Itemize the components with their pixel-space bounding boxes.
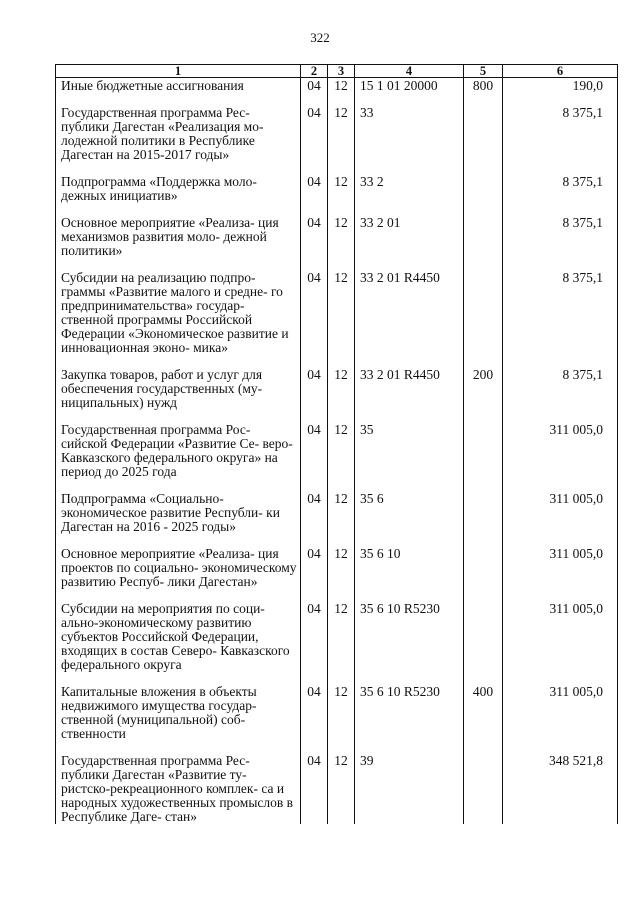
table-row: [56, 491, 618, 546]
header-row: [56, 65, 618, 78]
column-header-3: 3: [328, 65, 355, 78]
subsection-code: 12: [328, 491, 355, 546]
section-code: 04: [301, 491, 328, 546]
subsection-code: 12: [328, 367, 355, 422]
amount: 311 005,0: [503, 601, 618, 684]
amount: 8 375,1: [503, 367, 618, 422]
target-article-code: 39: [355, 753, 464, 824]
expense-type-code: 200: [464, 367, 503, 422]
amount: 311 005,0: [503, 546, 618, 601]
item-name: Государственная программа Рес- публики Дагестан «Реализация мо- лодежной политики в Республике Дагестан на 2015-2017 годы»: [56, 105, 301, 174]
table-row: [56, 367, 618, 422]
section-code: 04: [301, 174, 328, 215]
section-code: 04: [301, 684, 328, 753]
item-name: Подпрограмма «Поддержка моло- дежных инициатив»: [56, 174, 301, 215]
expense-type-code: [464, 270, 503, 367]
table-row: [56, 270, 618, 367]
table-row: [56, 546, 618, 601]
expense-type-code: [464, 174, 503, 215]
table-row: [56, 753, 618, 824]
section-code: 04: [301, 270, 328, 367]
amount: 311 005,0: [503, 491, 618, 546]
target-article-code: 35 6 10 R5230: [355, 601, 464, 684]
table-row: [56, 684, 618, 753]
section-code: 04: [301, 105, 328, 174]
column-header-5: 5: [464, 65, 503, 78]
expense-type-code: [464, 215, 503, 270]
subsection-code: 12: [328, 546, 355, 601]
budget-table-container: [55, 64, 617, 852]
target-article-code: 33 2 01: [355, 215, 464, 270]
amount: 311 005,0: [503, 684, 618, 753]
section-code: 04: [301, 753, 328, 824]
subsection-code: 12: [328, 753, 355, 824]
section-code: 04: [301, 546, 328, 601]
target-article-code: 33: [355, 105, 464, 174]
subsection-code: 12: [328, 215, 355, 270]
item-name: Капитальные вложения в объекты недвижимого имущества государ- ственной (муниципальной) соб- ственности: [56, 684, 301, 753]
target-article-code: 35 6 10 R5230: [355, 684, 464, 753]
amount: 8 375,1: [503, 105, 618, 174]
item-name: Субсидии на реализацию подпро- граммы «Развитие малого и средне- го предпринимательства» государ- ственной программы Российской Федерации «Экономическое развитие и инновационная эконо- мика»: [56, 270, 301, 367]
item-name: Субсидии на мероприятия по соци- ально-экономическому развитию субъектов Российской Федерации, входящих в состав Северо- Кавказского федерального округа: [56, 601, 301, 684]
expense-type-code: [464, 546, 503, 601]
section-code: 04: [301, 78, 328, 106]
section-code: 04: [301, 601, 328, 684]
item-name: Закупка товаров, работ и услуг для обеспечения государственных (му- ниципальных) нужд: [56, 367, 301, 422]
table-row: [56, 422, 618, 491]
amount: 190,0: [503, 78, 618, 106]
target-article-code: 15 1 01 20000: [355, 78, 464, 106]
amount: 8 375,1: [503, 270, 618, 367]
expense-type-code: 800: [464, 78, 503, 106]
target-article-code: 35 6: [355, 491, 464, 546]
expense-type-code: [464, 491, 503, 546]
column-header-1: 1: [56, 65, 301, 78]
column-header-4: 4: [355, 65, 464, 78]
budget-table: [55, 64, 618, 824]
amount: 8 375,1: [503, 174, 618, 215]
subsection-code: 12: [328, 601, 355, 684]
subsection-code: 12: [328, 684, 355, 753]
column-header-2: 2: [301, 65, 328, 78]
expense-type-code: [464, 753, 503, 824]
item-name: Государственная программа Рес- публики Дагестан «Развитие ту- ристско-рекреационного комплек- са и народных художественных промыслов в Республике Даге- стан»: [56, 753, 301, 824]
item-name: Государственная программа Рос- сийской Федерации «Развитие Се- веро-Кавказского федерального округа» на период до 2025 года: [56, 422, 301, 491]
table-row: [56, 215, 618, 270]
table-row: [56, 78, 618, 106]
table-row: [56, 174, 618, 215]
target-article-code: 33 2 01 R4450: [355, 367, 464, 422]
amount: 8 375,1: [503, 215, 618, 270]
page-number: 322: [310, 30, 330, 45]
subsection-code: 12: [328, 270, 355, 367]
expense-type-code: [464, 422, 503, 491]
section-code: 04: [301, 422, 328, 491]
expense-type-code: [464, 105, 503, 174]
amount: 348 521,8: [503, 753, 618, 824]
target-article-code: 35: [355, 422, 464, 491]
target-article-code: 33 2: [355, 174, 464, 215]
table-row: [56, 105, 618, 174]
item-name: Основное мероприятие «Реализа- ция механизмов развития моло- дежной политики»: [56, 215, 301, 270]
subsection-code: 12: [328, 422, 355, 491]
item-name: Основное мероприятие «Реализа- ция проектов по социально- экономическому развитию Респуб- лики Дагестан»: [56, 546, 301, 601]
subsection-code: 12: [328, 174, 355, 215]
section-code: 04: [301, 215, 328, 270]
expense-type-code: 400: [464, 684, 503, 753]
subsection-code: 12: [328, 78, 355, 106]
target-article-code: 33 2 01 R4450: [355, 270, 464, 367]
item-name: Подпрограмма «Социально- экономическое развитие Республи- ки Дагестан на 2016 - 2025 годы»: [56, 491, 301, 546]
item-name: Иные бюджетные ассигнования: [56, 78, 301, 106]
column-header-6: 6: [503, 65, 618, 78]
amount: 311 005,0: [503, 422, 618, 491]
table-row: [56, 601, 618, 684]
expense-type-code: [464, 601, 503, 684]
subsection-code: 12: [328, 105, 355, 174]
target-article-code: 35 6 10: [355, 546, 464, 601]
section-code: 04: [301, 367, 328, 422]
